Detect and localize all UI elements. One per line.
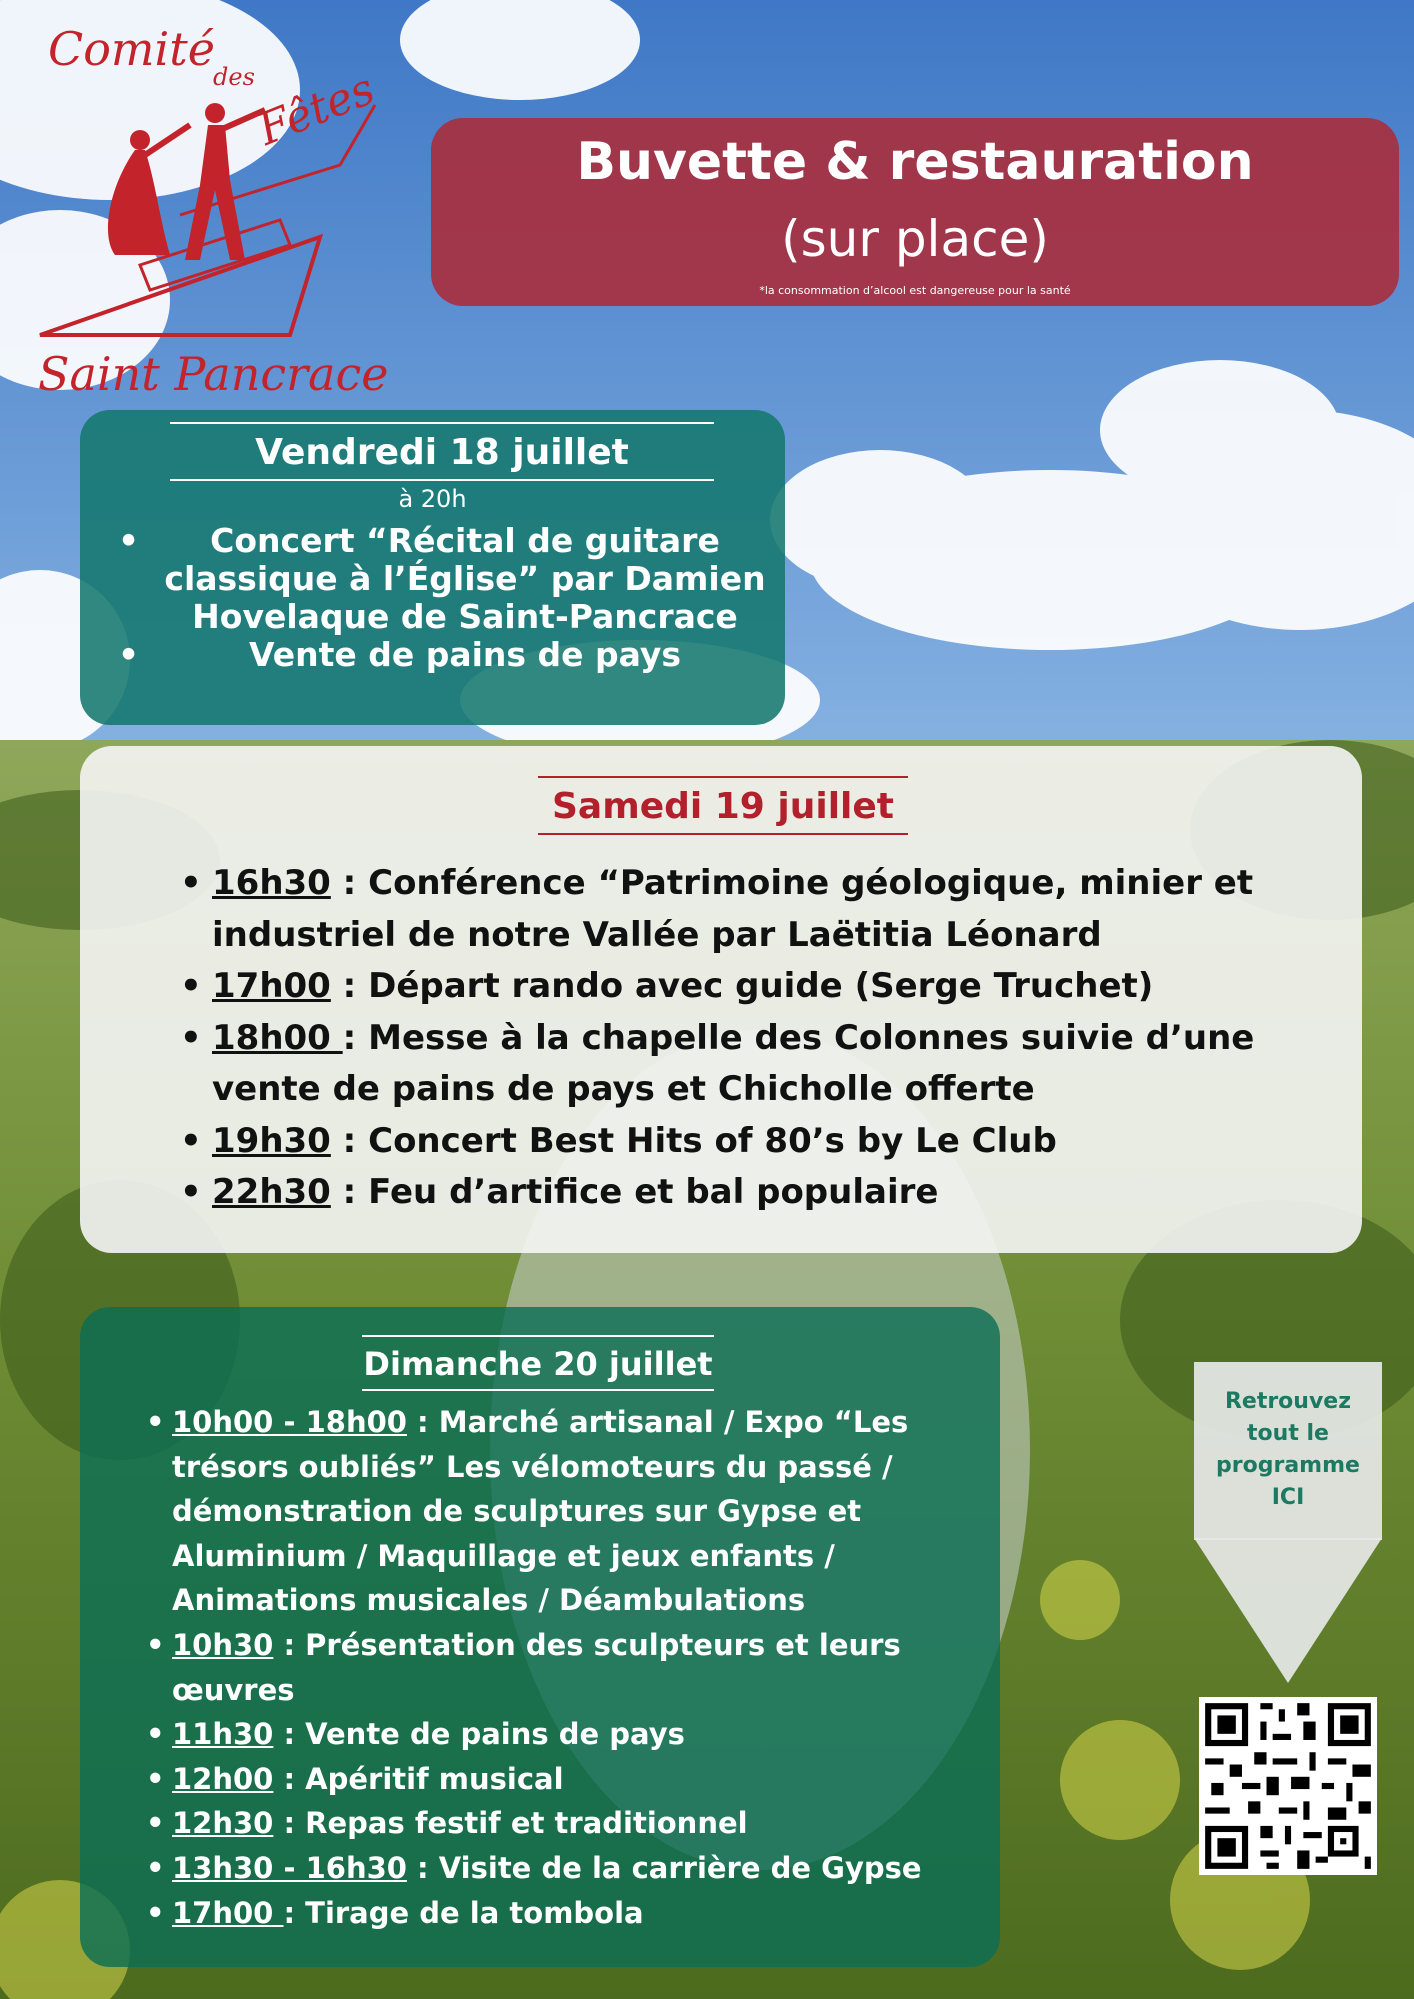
list-item: • Vente de pains de pays (110, 636, 780, 674)
list-item (180, 858, 1330, 961)
event-time: 16h30 (212, 863, 331, 903)
sunday-heading (362, 1335, 714, 1391)
friday-title: Vendredi 18 juillet (255, 432, 629, 473)
logo-text-fetes: Fêtes (250, 63, 382, 156)
event-time: 17h00 (212, 966, 331, 1006)
friday-list (110, 522, 780, 674)
buvette-banner (431, 118, 1399, 306)
event-time: 12h30 (172, 1806, 274, 1841)
event-time: 13h30 - 16h30 (172, 1850, 407, 1885)
divider (362, 1389, 714, 1391)
program-callout[interactable] (1194, 1362, 1382, 1692)
list-item (146, 1846, 976, 1891)
logo-text-saint-pancrace: Saint Pancrace (38, 347, 389, 401)
buvette-subtitle: (sur place) (781, 210, 1049, 268)
saturday-list (180, 858, 1330, 1219)
friday-panel (80, 410, 785, 725)
event-time: 17h00 (172, 1895, 284, 1930)
comite-des-fetes-logo (30, 15, 390, 410)
list-item (180, 1116, 1330, 1168)
qr-code-icon[interactable] (1199, 1697, 1377, 1875)
list-item (146, 1712, 976, 1757)
event-text: : Feu d’artifice et bal populaire (330, 1172, 939, 1212)
program-callout-text (1194, 1362, 1382, 1540)
event-text: : Vente de pains de pays (273, 1717, 685, 1752)
saturday-heading (538, 776, 908, 835)
logo-text-comite: Comité (48, 22, 215, 76)
list-item (146, 1623, 976, 1712)
event-time: 12h00 (172, 1761, 274, 1796)
friday-time: à 20h (398, 485, 467, 513)
event-text: : Tirage de la tombola (283, 1895, 644, 1930)
alcohol-warning: *la consommation d’alcool est dangereuse pour la santé (759, 284, 1071, 297)
callout-line: programme (1216, 1453, 1360, 1478)
callout-line: tout le (1247, 1421, 1329, 1446)
dancers-logo-icon (40, 103, 375, 335)
saturday-panel (80, 746, 1362, 1253)
event-text: : Départ rando avec guide (Serge Truchet) (330, 966, 1154, 1006)
event-time: 22h30 (212, 1172, 331, 1212)
sunday-title: Dimanche 20 juillet (363, 1345, 713, 1383)
list-item (180, 961, 1330, 1013)
callout-line: ICI (1271, 1485, 1305, 1510)
divider (170, 479, 714, 481)
sunday-list (146, 1400, 976, 1935)
event-text: : Repas festif et traditionnel (273, 1806, 748, 1841)
event-text: : Présentation des sculpteurs et leurs œuvres (172, 1627, 901, 1707)
callout-line: Retrouvez (1224, 1389, 1352, 1414)
divider (538, 833, 908, 835)
event-text: : Apéritif musical (273, 1761, 564, 1796)
event-time: 19h30 (212, 1120, 331, 1161)
list-item (180, 1167, 1330, 1219)
event-text: : Concert Best Hits of 80’s by Le Club (330, 1120, 1057, 1161)
event-time: 18h00 (212, 1017, 343, 1058)
event-time: 10h30 (172, 1627, 274, 1662)
event-text: : Marché artisanal / Expo “Les trésors oubliés” Les vélomoteurs du passé / démonstration de sculptures sur Gypse et Aluminium / Maquillage et jeux enfants / Animations musicales / Déambulations (172, 1405, 909, 1618)
event-text: : Visite de la carrière de Gypse (406, 1850, 922, 1885)
sunday-panel (80, 1307, 1000, 1967)
list-item: • Concert “Récital de guitare classique à l’Église” par Damien Hovelaque de Saint-Pancrace (110, 522, 780, 636)
list-item (146, 1757, 976, 1802)
event-text: : Messe à la chapelle des Colonnes suivie d’une vente de pains de pays et Chicholle offerte (212, 1017, 1255, 1109)
friday-heading (170, 422, 714, 481)
list-item (146, 1801, 976, 1846)
event-time: 11h30 (172, 1717, 274, 1752)
list-item (146, 1891, 976, 1936)
list-item (180, 1013, 1330, 1116)
logo-text-des: des (213, 63, 255, 91)
event-text: : Conférence “Patrimoine géologique, minier et industriel de notre Vallée par Laëtitia Léonard (212, 863, 1254, 955)
saturday-title: Samedi 19 juillet (551, 786, 895, 827)
list-item (146, 1400, 976, 1623)
event-time: 10h00 - 18h00 (172, 1405, 407, 1439)
arrow-down-icon (1194, 1538, 1382, 1688)
buvette-title: Buvette & restauration (576, 132, 1254, 192)
